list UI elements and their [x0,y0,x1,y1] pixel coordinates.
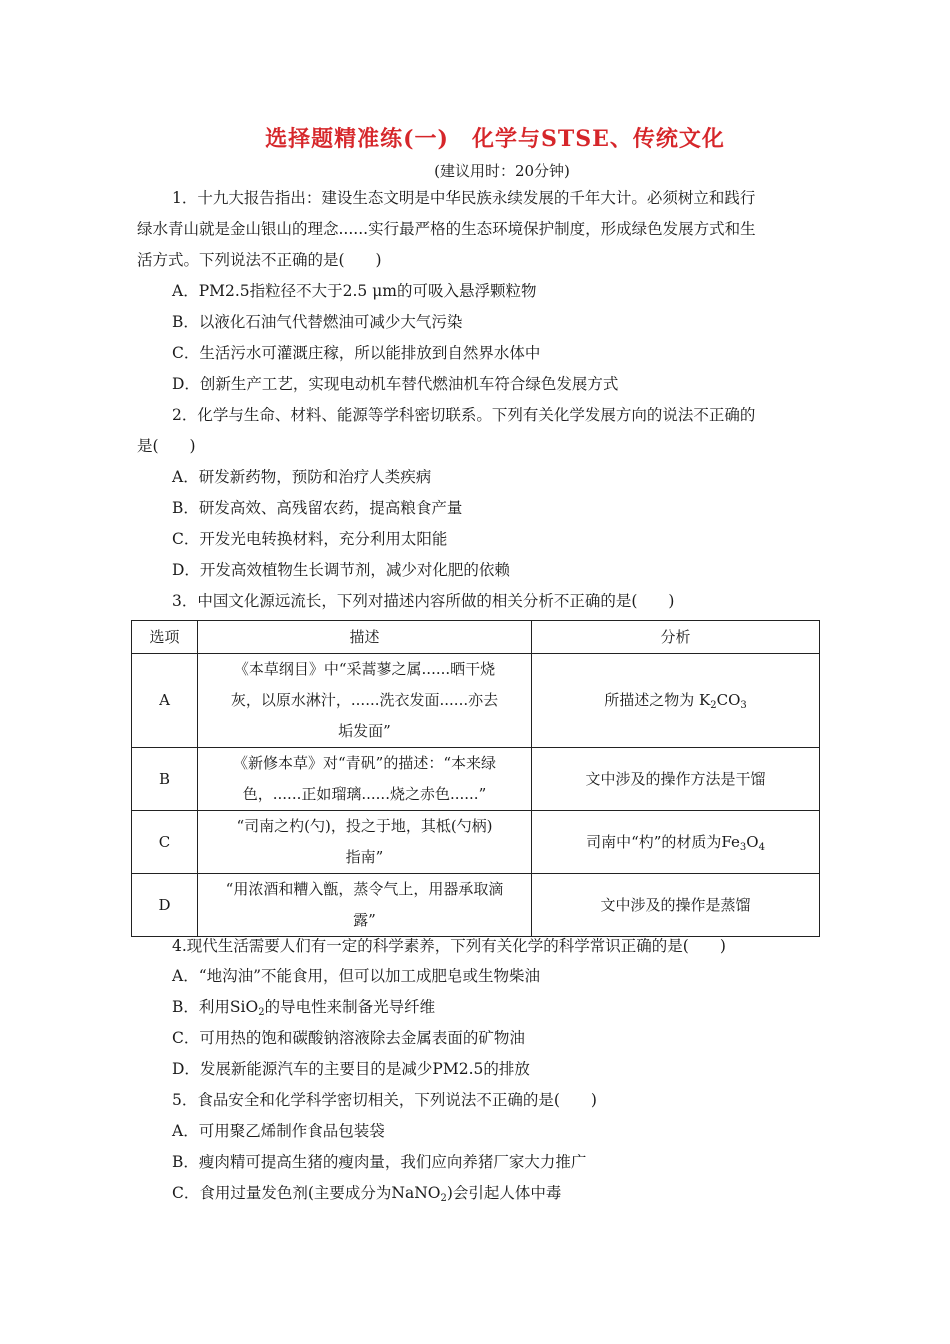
table-row [132,654,820,748]
row-description [198,654,532,748]
subscript: 3 [739,841,747,853]
analysis-text: O [746,832,759,851]
row-description [198,811,532,874]
row-analysis: 文中涉及的操作方法是干馏 [532,748,820,811]
row-description [198,748,532,811]
desc-line: 垢发面” [338,722,391,740]
q4-option-b [172,997,435,1017]
q1-option-a: A．PM2.5指粒径不大于2.5 μm的可吸入悬浮颗粒物 [172,282,537,300]
desc-line: 露” [353,911,376,929]
option-text: B．利用SiO [172,998,259,1016]
q1-stem-line-1: 1．十九大报告指出：建设生态文明是中华民族永续发展的千年大计。必须树立和践行 [172,189,756,207]
q5-option-a: A．可用聚乙烯制作食品包装袋 [172,1122,385,1140]
q3-table [131,620,820,937]
row-analysis [532,811,820,874]
q2-stem-line-2: 是( ) [137,437,196,455]
header-description: 描述 [198,621,532,654]
option-text: )会引起人体中毒 [446,1184,562,1202]
subscript: 2 [440,1193,447,1204]
desc-line: 指南” [345,848,384,866]
q2-option-b: B．研发高效、高残留农药，提高粮食产量 [172,499,463,517]
row-analysis [532,654,820,748]
desc-line: 《新修本草》对“青矾”的描述：“本来绿 [232,754,496,772]
q2-option-d: D．开发高效植物生长调节剂，减少对化肥的依赖 [172,561,510,579]
q4-stem: 4.现代生活需要人们有一定的科学素养，下列有关化学的科学常识正确的是( ) [172,937,726,955]
desc-line: 色，......正如瑠璃......烧之赤色......” [242,785,487,803]
table-row [132,811,820,874]
table-row [132,874,820,937]
q2-stem-line-1: 2．化学与生命、材料、能源等学科密切联系。下列有关化学发展方向的说法不正确的 [172,406,756,424]
table-row [132,748,820,811]
row-option: C [132,811,198,874]
header-analysis: 分析 [532,621,820,654]
q2-option-a: A．研发新药物，预防和治疗人类疾病 [172,468,432,486]
analysis-text: 司南中“杓”的材质为Fe [586,832,740,851]
desc-line: 《本草纲目》中“采蒿蓼之属......晒干烧 [233,660,496,678]
analysis-text: CO [716,691,741,709]
desc-line: 灰，以原水淋汁，......洗衣发面......亦去 [230,691,499,709]
q3-stem: 3．中国文化源远流长，下列对描述内容所做的相关分析不正确的是( ) [172,592,675,610]
q4-option-d: D．发展新能源汽车的主要目的是减少PM2.5的排放 [172,1060,530,1078]
header-option: 选项 [132,621,198,654]
q1-stem-line-3: 活方式。下列说法不正确的是( ) [137,251,382,269]
subscript: 3 [740,700,747,711]
row-option: B [132,748,198,811]
desc-line: “司南之杓(勺)，投之于地，其柢(勺柄) [236,817,493,835]
row-option: D [132,874,198,937]
desc-line: “用浓酒和糟入甑，蒸令气上，用器承取滴 [225,880,504,898]
option-text: 的导电性来制备光导纤维 [264,998,436,1016]
q1-option-c: C．生活污水可灌溉庄稼，所以能排放到自然界水体中 [172,344,541,362]
q5-option-b: B．瘦肉精可提高生猪的瘦肉量，我们应向养猪厂家大力推广 [172,1153,587,1171]
subscript: 4 [758,841,765,853]
time-hint: (建议用时：20分钟) [434,162,570,180]
q4-option-a: A．“地沟油”不能食用，但可以加工成肥皂或生物柴油 [172,967,541,985]
q1-stem-line-2: 绿水青山就是金山银山的理念......实行最严格的生态环境保护制度，形成绿色发展方式和生 [137,220,756,238]
q1-option-b: B．以液化石油气代替燃油可减少大气污染 [172,313,463,331]
table-header-row [132,621,820,654]
subscript: 2 [258,1007,265,1018]
row-description [198,874,532,937]
page-title: 选择题精准练(一) 化学与STSE、传统文化 [265,126,725,152]
q5-stem: 5．食品安全和化学科学密切相关，下列说法不正确的是( ) [172,1091,597,1109]
q4-option-c: C．可用热的饱和碳酸钠溶液除去金属表面的矿物油 [172,1029,525,1047]
analysis-text: 所描述之物为 K [604,691,711,709]
q1-option-d: D．创新生产工艺，实现电动机车替代燃油机车符合绿色发展方式 [172,375,619,393]
q2-option-c: C．开发光电转换材料，充分利用太阳能 [172,530,448,548]
row-analysis: 文中涉及的操作是蒸馏 [532,874,820,937]
q5-option-c [172,1183,561,1203]
row-option: A [132,654,198,748]
option-text: C．食用过量发色剂(主要成分为NaNO [172,1184,441,1202]
subscript: 2 [710,700,717,711]
